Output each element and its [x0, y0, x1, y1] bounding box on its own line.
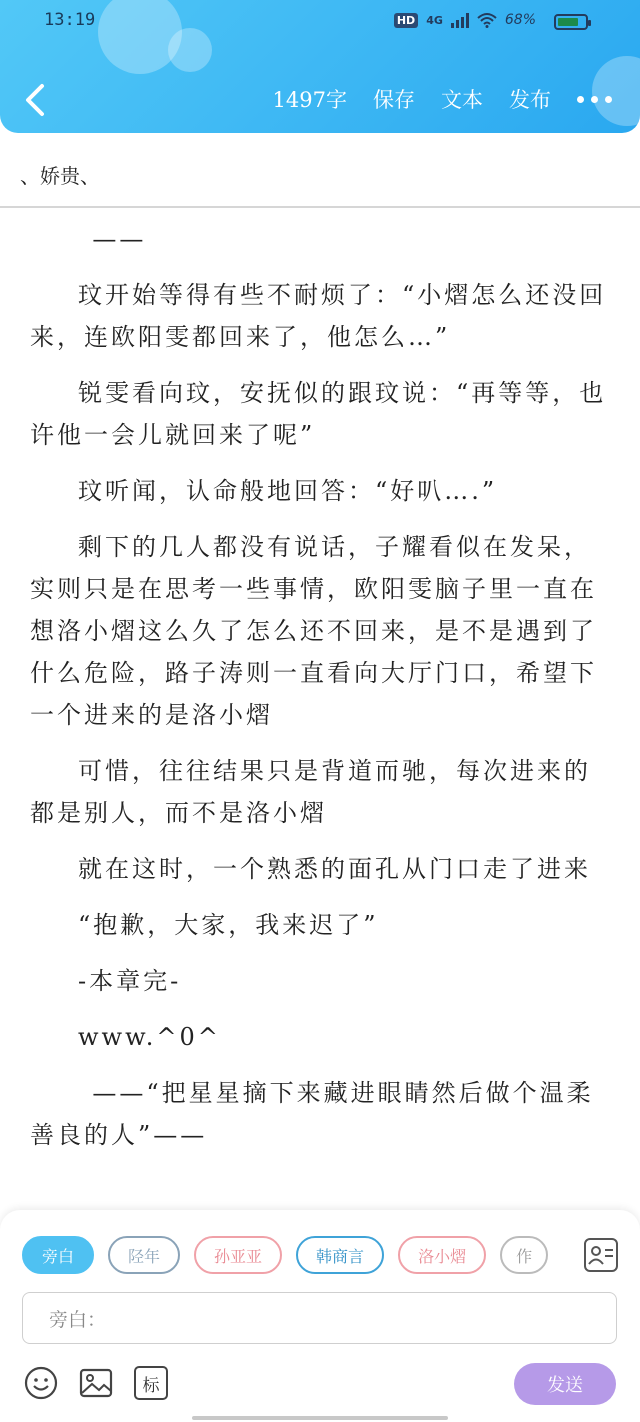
- chip-role[interactable]: 韩商言: [296, 1236, 384, 1274]
- network-label: 4G: [426, 13, 443, 27]
- publish-button[interactable]: 发布: [509, 88, 551, 112]
- annotation-button[interactable]: 标: [134, 1366, 168, 1400]
- role-chips: [22, 1236, 562, 1274]
- input-panel: [0, 1210, 640, 1422]
- divider: [0, 206, 640, 208]
- decor-bubble: [98, 0, 182, 74]
- paragraph: “抱歉，大家，我来迟了”: [78, 911, 379, 939]
- more-icon[interactable]: [577, 96, 612, 103]
- doc-title-snippet: 、娇贵、: [20, 164, 100, 188]
- paragraph: ——: [92, 225, 147, 253]
- word-count: 1497字: [272, 88, 347, 112]
- paragraph: 锐雯看向玟，安抚似的跟玟说：“再等等，也许他一会儿就回来了呢”: [30, 379, 607, 449]
- paragraph: 可惜，往往结果只是背道而驰，每次进来的都是别人，而不是洛小熠: [30, 757, 591, 827]
- chip-role[interactable]: 孙亚亚: [194, 1236, 282, 1274]
- back-icon[interactable]: [22, 82, 50, 118]
- top-bar: [0, 0, 640, 133]
- battery-percent: 68%: [504, 12, 536, 28]
- paragraph: -本章完-: [78, 967, 182, 995]
- home-indicator: [192, 1416, 448, 1420]
- send-button[interactable]: 发送: [514, 1363, 616, 1405]
- paragraph: 就在这时，一个熟悉的面孔从门口走了进来: [78, 855, 591, 883]
- chip-role[interactable]: 洛小熠: [398, 1236, 486, 1274]
- wifi-icon: [477, 12, 497, 28]
- chip-role[interactable]: 陉年: [108, 1236, 180, 1274]
- decor-bubble: [168, 28, 212, 72]
- image-icon[interactable]: [79, 1366, 113, 1400]
- status-time: 13:19: [44, 10, 96, 30]
- paragraph: www.^0^: [78, 1023, 221, 1051]
- header-actions: [273, 84, 640, 114]
- paragraph: 玟听闻，认命般地回答：“好叭….”: [78, 477, 498, 505]
- dialogue-input[interactable]: 旁白：: [22, 1292, 617, 1344]
- chapter-content[interactable]: [30, 218, 615, 1170]
- contacts-icon[interactable]: [584, 1238, 618, 1272]
- paragraph: 玟开始等得有些不耐烦了：“小熠怎么还没回来，连欧阳雯都回来了，他怎么…”: [30, 281, 607, 351]
- chip-role[interactable]: 作: [500, 1236, 548, 1274]
- text-button[interactable]: 文本: [441, 88, 483, 112]
- chip-narration[interactable]: 旁白: [22, 1236, 94, 1274]
- battery-icon: [554, 14, 588, 30]
- hd-icon: HD: [394, 13, 418, 28]
- signal-icon: [451, 12, 469, 28]
- emoji-icon[interactable]: [24, 1366, 58, 1400]
- paragraph: 剩下的几人都没有说话，子耀看似在发呆，实则只是在思考一些事情，欧阳雯脑子里一直在想洛小熠这么久了怎么还不回来，是不是遇到了什么危险，路子涛则一直看向大厅门口，希望下一个进来的是洛小熠: [30, 533, 597, 729]
- paragraph: ——“把星星摘下来藏进眼睛然后做个温柔善良的人”——: [30, 1079, 594, 1149]
- save-button[interactable]: 保存: [373, 88, 415, 112]
